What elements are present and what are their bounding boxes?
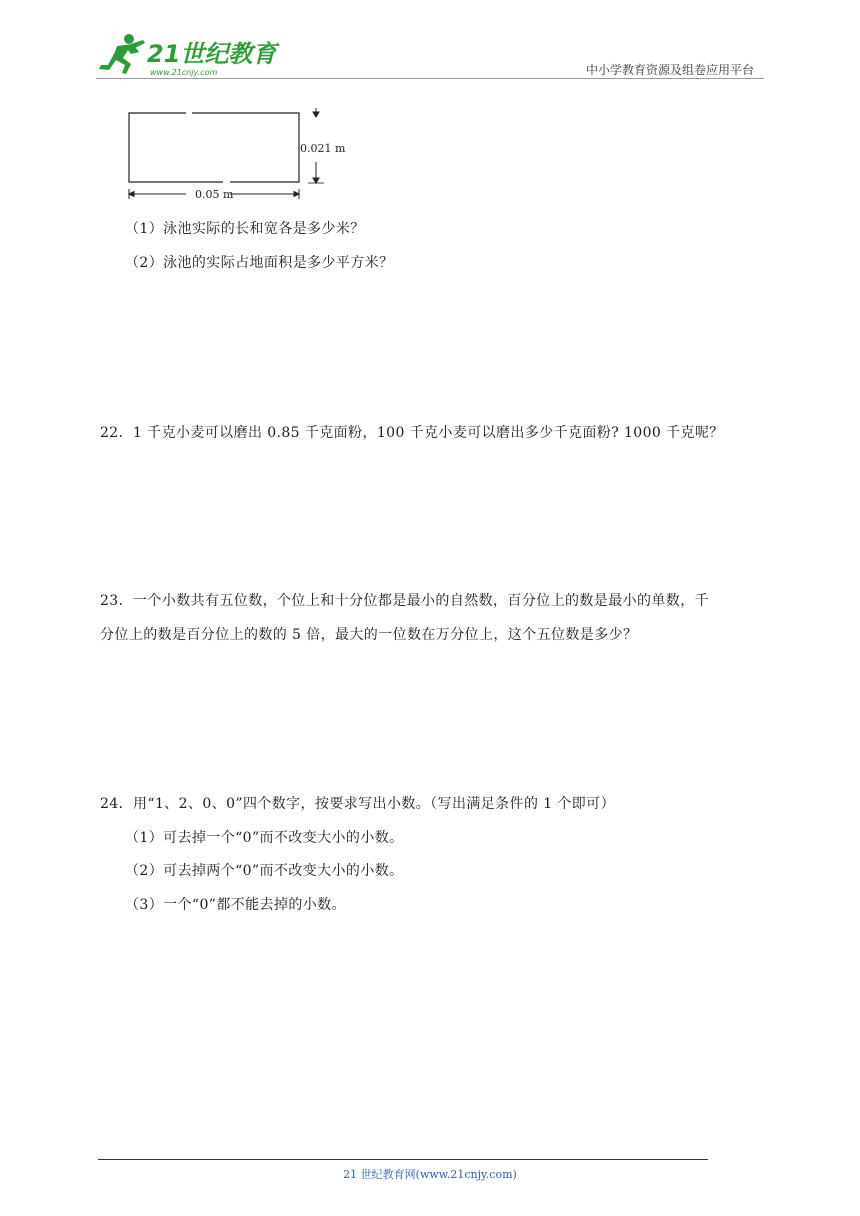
q23-line2: 分位上的数是百分位上的数的 5 倍，最大的一位数在万分位上，这个五位数是多少？ (100, 627, 638, 643)
width-label: 0.05 m (195, 188, 234, 201)
q24-sub3: （3）一个“0”都不能去掉的小数。 (125, 897, 346, 913)
q24-text: 24．用“1、2、0、0”四个数字，按要求写出小数。（写出满足条件的 1 个即可） (100, 796, 615, 812)
footer-link[interactable]: 21 世纪教育网(www.21cnjy.com) (343, 1168, 517, 1181)
q21-sub2: （2）泳池的实际占地面积是多少平方米？ (125, 255, 394, 271)
height-label: 0.021 m (300, 142, 346, 155)
q23-line1: 23．一个小数共有五位数，个位上和十分位都是最小的自然数，百分位上的数是最小的单数，千 (100, 593, 710, 609)
header-divider (96, 78, 764, 79)
logo-url: www.21cnjy.com (150, 68, 218, 77)
q22-text: 22．1 千克小麦可以磨出 0.85 千克面粉，100 千克小麦可以磨出多少千克面粉? 1000 千克呢？ (100, 425, 724, 441)
footer-divider (98, 1159, 708, 1160)
q24-sub2: （2）可去掉两个“0”而不改变大小的小数。 (125, 863, 404, 879)
runner-icon (99, 34, 145, 74)
q21-sub1: （1）泳池实际的长和宽各是多少米？ (125, 221, 365, 237)
q24-sub1: （1）可去掉一个“0”而不改变大小的小数。 (125, 830, 404, 846)
logo-text: 21世纪教育 (147, 40, 277, 68)
header-platform-text: 中小学教育资源及组卷应用平台 (585, 63, 754, 77)
pool-diagram (120, 92, 360, 207)
site-logo (95, 30, 277, 80)
